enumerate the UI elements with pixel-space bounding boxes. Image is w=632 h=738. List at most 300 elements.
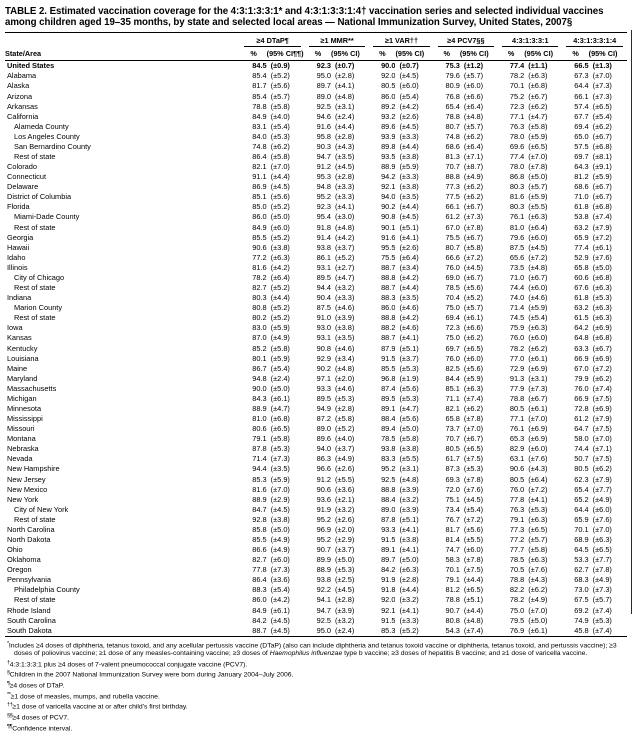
ci-value: (±6.4): [463, 141, 484, 151]
ci-value: (±5.8): [270, 343, 290, 353]
pct-value: 80.7: [445, 121, 460, 131]
ci-value: (±2.4): [335, 625, 355, 635]
ci-value: (±6.7): [528, 91, 548, 101]
pct-value: 76.1: [509, 212, 525, 222]
pct-value: 94.1: [316, 595, 332, 605]
footnote-marker: ††: [7, 702, 13, 709]
pct-value: 74.8: [252, 141, 267, 151]
state-area-label: Louisiana: [7, 353, 39, 363]
ci-value: (±6.0): [463, 545, 484, 555]
ci-value: (±2.0): [335, 524, 355, 534]
footnote-marker: *: [7, 640, 9, 647]
pct-value: 90.6: [509, 464, 525, 474]
table-row: [5, 102, 627, 112]
pct-value: 73.7: [445, 424, 460, 434]
pct-value: 83.3: [381, 454, 396, 464]
table-body: [5, 61, 627, 636]
pct-value: 64.3: [574, 162, 589, 172]
pct-value: 70.5: [509, 565, 525, 575]
ci-value: (±2.6): [399, 111, 419, 121]
ci-value: (±7.2): [592, 232, 612, 242]
pct-value: 75.1: [445, 494, 460, 504]
footnote-text: ≥1 dose of varicella vaccine at or after child's first birthday.: [12, 703, 188, 711]
pct-value: 76.3: [509, 504, 525, 514]
ci-value: (±7.8): [463, 555, 484, 565]
ci-value: (±6.3): [528, 555, 548, 565]
pct-value: 72.8: [574, 403, 589, 413]
ci-value: (±1.2): [463, 61, 484, 71]
ci-value: (±3.7): [335, 444, 355, 454]
ci-value: (±7.4): [592, 605, 612, 615]
ci-value: (±4.5): [270, 182, 290, 192]
pct-value: 84.9: [252, 222, 267, 232]
pct-value: 65.2: [574, 494, 589, 504]
state-area-label: Oklahoma: [7, 555, 41, 565]
ci-value: (±6.2): [528, 343, 548, 353]
table-row: [5, 303, 627, 313]
pct-value: 70.1: [574, 524, 589, 534]
pct-value: 64.5: [574, 545, 589, 555]
pct-value: 78.5: [445, 283, 460, 293]
ci-value: (±3.8): [335, 323, 355, 333]
pct-value: 84.2: [252, 615, 267, 625]
pct-value: 69.3: [445, 474, 460, 484]
ci-value: (±5.8): [463, 242, 484, 252]
pct-value: 92.1: [381, 605, 396, 615]
pct-value: 80.6: [252, 424, 267, 434]
ci-value: (±7.4): [592, 383, 612, 393]
footnote-text: Includes ≥4 doses of diphtheria, tetanus toxoid, and any acellular pertussis vaccine (DTaP) (also can include diphtheria and tetanus toxoid vaccine or diphtheria, tetanus toxoid, and pertussis vaccine); ≥3 doses of poliovirus vaccine; ≥1 dose of any measles-containing vaccine; ≥3 doses of: [8, 642, 617, 658]
pct-value: 89.1: [381, 403, 396, 413]
ci-value: (±4.7): [528, 111, 548, 121]
pct-value: 89.5: [316, 393, 332, 403]
pct-value: 72.3: [509, 101, 525, 111]
pct-value: 82.1: [252, 162, 267, 172]
pct-value: 74.0: [509, 293, 525, 303]
pct-value: 86.9: [252, 182, 267, 192]
ci-value: (±5.2): [335, 424, 355, 434]
ci-value: (±6.0): [592, 504, 612, 514]
ci-value: (±6.3): [528, 212, 548, 222]
pct-value: 81.7: [445, 524, 460, 534]
ci-value: (±6.8): [592, 272, 612, 282]
pct-value: 77.2: [252, 252, 267, 262]
pct-value: 93.9: [381, 131, 396, 141]
pct-value: 81.6: [509, 192, 525, 202]
ci-value: (±5.8): [270, 101, 290, 111]
pct-value: 80.3: [509, 182, 525, 192]
ci-value: (±4.9): [270, 333, 290, 343]
ci-value: (±6.9): [528, 424, 548, 434]
table-row: [5, 495, 627, 505]
pct-value: 73.5: [509, 262, 525, 272]
state-area-label: Rest of state: [14, 514, 56, 524]
ci-value: (±5.2): [270, 283, 290, 293]
ci-value: (±5.6): [399, 414, 419, 424]
pct-value: 96.6: [316, 464, 332, 474]
ci-column-header: (95% CI): [589, 47, 627, 61]
pct-value: 79.6: [509, 232, 525, 242]
pct-value: 95.2: [381, 464, 396, 474]
ci-value: (±3.2): [335, 504, 355, 514]
ci-value: (±4.0): [270, 111, 290, 121]
ci-value: (±5.9): [463, 373, 484, 383]
pct-value: 81.4: [445, 534, 460, 544]
pct-value: 80.1: [252, 353, 267, 363]
ci-value: (±5.7): [463, 303, 484, 313]
ci-value: (±6.7): [592, 343, 612, 353]
ci-value: (±4.4): [463, 575, 484, 585]
pct-value: 74.8: [445, 131, 460, 141]
pct-value: 54.3: [445, 625, 460, 635]
footnote-text-italic: Haemophilus influenzae: [269, 650, 343, 658]
ci-value: (±8.7): [463, 162, 484, 172]
ci-value: (±6.4): [528, 222, 548, 232]
ci-value: (±6.0): [463, 81, 484, 91]
pct-value: 88.2: [381, 323, 396, 333]
pct-value: 95.8: [316, 131, 332, 141]
pct-value: 89.2: [381, 101, 396, 111]
pct-value: 87.8: [381, 514, 396, 524]
ci-value: (±4.8): [335, 91, 355, 101]
ci-value: (±5.3): [335, 393, 355, 403]
ci-value: (±5.2): [270, 232, 290, 242]
table-row: [5, 485, 627, 495]
ci-value: (±6.3): [592, 283, 612, 293]
ci-value: (±5.2): [335, 252, 355, 262]
state-area-label: Maine: [7, 363, 28, 373]
ci-value: (±5.8): [270, 434, 290, 444]
ci-value: (±1.9): [399, 373, 419, 383]
ci-value: (±6.5): [463, 343, 484, 353]
ci-value: (±5.8): [528, 545, 548, 555]
ci-value: (±5.2): [270, 71, 290, 81]
table-row: [5, 162, 627, 172]
pct-value: 70.1: [445, 565, 460, 575]
state-area-label: United States: [7, 61, 55, 71]
ci-value: (±4.6): [335, 343, 355, 353]
pct-value: 75.5: [381, 252, 396, 262]
ci-value: (±7.6): [592, 514, 612, 524]
pct-value: 78.8: [509, 575, 525, 585]
pct-value: 88.8: [381, 272, 396, 282]
ci-value: (±4.5): [463, 494, 484, 504]
ci-value: (±4.9): [463, 172, 484, 182]
pct-value: 87.9: [381, 343, 396, 353]
pct-value: 90.8: [316, 343, 332, 353]
ci-value: (±6.9): [592, 353, 612, 363]
pct-value: 93.8: [316, 575, 332, 585]
table-row: [5, 595, 627, 605]
footnote: [7, 669, 625, 680]
percent-column-header: %: [562, 47, 588, 61]
pct-value: 58.0: [574, 434, 589, 444]
percent-column-header: %: [369, 47, 395, 61]
ci-value: (±7.0): [528, 605, 548, 615]
ci-value: (±5.8): [528, 121, 548, 131]
ci-value: (±6.7): [463, 272, 484, 282]
state-area-label: Rhode Island: [7, 605, 51, 615]
pct-value: 85.3: [252, 474, 267, 484]
ci-value: (±3.4): [399, 262, 419, 272]
ci-value: (±5.4): [399, 91, 419, 101]
ci-value: (±4.5): [528, 242, 548, 252]
pct-value: 72.9: [509, 363, 525, 373]
table-row: [5, 122, 627, 132]
ci-value: (±4.6): [335, 303, 355, 313]
pct-value: 79.1: [509, 514, 525, 524]
table-row: [5, 404, 627, 414]
ci-value: (±6.5): [592, 101, 612, 111]
pct-value: 78.8: [445, 111, 460, 121]
pct-value: 80.7: [445, 242, 460, 252]
ci-value: (±5.3): [592, 615, 612, 625]
pct-value: 88.4: [381, 414, 396, 424]
state-area-label: Illinois: [7, 262, 28, 272]
table-row: [5, 374, 627, 384]
state-area-label: New York: [7, 494, 39, 504]
state-area-label: Arkansas: [7, 101, 38, 111]
table-row: [5, 192, 627, 202]
ci-value: (±4.9): [335, 454, 355, 464]
table-row: [5, 565, 627, 575]
pct-value: 70.4: [445, 293, 460, 303]
ci-value: (±7.2): [463, 514, 484, 524]
group-header-spacer: [5, 32, 240, 47]
pct-value: 83.1: [252, 121, 267, 131]
pct-value: 81.6: [252, 484, 267, 494]
table-row: [5, 585, 627, 595]
ci-value: (±6.4): [463, 101, 484, 111]
pct-value: 87.4: [381, 383, 396, 393]
table-row: [5, 444, 627, 454]
state-area-label: Arizona: [7, 91, 33, 101]
pct-value: 89.0: [316, 91, 332, 101]
pct-value: 77.1: [509, 414, 525, 424]
ci-value: (±9.1): [592, 162, 612, 172]
ci-value: (±5.3): [399, 393, 419, 403]
ci-value: (±5.4): [592, 111, 612, 121]
table-row: [5, 424, 627, 434]
footnote: [7, 701, 625, 712]
ci-value: (±7.5): [592, 393, 612, 403]
percent-column-header: %: [240, 47, 266, 61]
state-area-label: Rest of state: [14, 152, 56, 162]
state-area-label: Philadelphia County: [14, 585, 80, 595]
pct-value: 94.7: [316, 152, 332, 162]
pct-value: 91.4: [316, 232, 332, 242]
ci-value: (±5.2): [270, 313, 290, 323]
pct-value: 82.5: [445, 363, 460, 373]
ci-value: (±5.5): [399, 454, 419, 464]
pct-value: 89.0: [316, 424, 332, 434]
pct-value: 88.9: [252, 403, 267, 413]
state-area-label: Massachusetts: [7, 383, 57, 393]
ci-value: (±6.2): [528, 101, 548, 111]
state-area-label: Mississippi: [7, 414, 43, 424]
state-area-label: Idaho: [7, 252, 26, 262]
ci-value: (±7.4): [463, 393, 484, 403]
pct-value: 89.0: [381, 504, 396, 514]
ci-value: (±4.7): [335, 272, 355, 282]
pct-value: 92.5: [316, 615, 332, 625]
table-title: TABLE 2. Estimated vaccination coverage for the 4:3:1:3:3:1* and 4:3:1:3:3:1:4† vaccination series and selected individual vaccines among children aged 19–35 months, by state and selected local areas — National Immunization Survey, United States, 2007§: [5, 6, 604, 29]
pct-value: 69.6: [509, 141, 525, 151]
ci-value: (±7.6): [592, 252, 612, 262]
pct-value: 91.2: [316, 162, 332, 172]
ci-value: (±5.0): [592, 262, 612, 272]
pct-value: 86.8: [509, 172, 525, 182]
pct-value: 90.2: [381, 202, 396, 212]
ci-value: (±7.0): [528, 414, 548, 424]
pct-value: 84.0: [252, 131, 267, 141]
table-row: [5, 233, 627, 243]
ci-value: (±5.5): [528, 202, 548, 212]
state-area-label: Iowa: [7, 323, 23, 333]
pct-value: 87.0: [252, 333, 267, 343]
table-row: [5, 152, 627, 162]
table-row: [5, 545, 627, 555]
pct-value: 95.2: [316, 192, 332, 202]
ci-value: (±4.4): [399, 585, 419, 595]
ci-value: (±3.1): [528, 373, 548, 383]
footnote: [7, 691, 625, 702]
ci-value: (±6.9): [528, 363, 548, 373]
pct-value: 63.3: [574, 343, 589, 353]
state-area-label: Connecticut: [7, 172, 47, 182]
footnote-marker: **: [7, 691, 11, 698]
ci-value: (±5.5): [463, 534, 484, 544]
pct-value: 77.0: [509, 353, 525, 363]
ci-value: (±4.2): [270, 262, 290, 272]
pct-value: 86.0: [381, 91, 396, 101]
ci-value: (±7.0): [528, 152, 548, 162]
ci-value: (±6.0): [270, 555, 290, 565]
pct-value: 78.2: [509, 343, 525, 353]
pct-value: 69.0: [445, 272, 460, 282]
ci-value: (±6.3): [592, 534, 612, 544]
table-row: [5, 354, 627, 364]
pct-value: 60.6: [574, 272, 589, 282]
pct-value: 94.8: [316, 182, 332, 192]
ci-value: (±5.1): [399, 343, 419, 353]
ci-value: (±7.5): [592, 424, 612, 434]
ci-value: (±5.8): [399, 434, 419, 444]
ci-value: (±4.2): [399, 313, 419, 323]
ci-value: (±5.6): [463, 524, 484, 534]
pct-value: 88.3: [381, 293, 396, 303]
ci-value: (±5.9): [399, 162, 419, 172]
ci-value: (±5.9): [592, 172, 612, 182]
ci-value: (±4.6): [528, 293, 548, 303]
pct-value: 84.2: [381, 565, 396, 575]
ci-value: (±4.6): [335, 383, 355, 393]
pct-value: 92.3: [316, 61, 332, 71]
ci-value: (±5.3): [399, 363, 419, 373]
ci-value: (±4.1): [335, 202, 355, 212]
footnote: [7, 659, 625, 670]
ci-value: (±4.5): [399, 71, 419, 81]
pct-value: 93.8: [316, 242, 332, 252]
pct-value: 67.0: [574, 363, 589, 373]
pct-value: 87.5: [316, 303, 332, 313]
pct-value: 64.2: [574, 323, 589, 333]
ci-value: (±0.7): [335, 61, 355, 71]
footnote-text: ≥4 doses of DTaP.: [9, 682, 65, 690]
pct-value: 81.6: [252, 262, 267, 272]
pct-value: 77.1: [509, 111, 525, 121]
pct-value: 89.6: [381, 121, 396, 131]
ci-value: (±6.3): [528, 514, 548, 524]
pct-value: 78.8: [509, 393, 525, 403]
pct-value: 90.7: [445, 605, 460, 615]
pct-value: 76.3: [509, 121, 525, 131]
percent-column-header: %: [434, 47, 460, 61]
pct-value: 89.7: [381, 555, 396, 565]
pct-value: 95.4: [316, 212, 332, 222]
pct-value: 74.4: [574, 444, 589, 454]
state-area-label: Indiana: [7, 293, 32, 303]
pct-value: 91.5: [381, 534, 396, 544]
state-area-label: Pennsylvania: [7, 575, 51, 585]
ci-value: (±3.3): [399, 172, 419, 182]
table-row: [5, 112, 627, 122]
ci-value: (±4.9): [528, 595, 548, 605]
ci-value: (±2.8): [335, 403, 355, 413]
ci-value: (±6.7): [463, 232, 484, 242]
ci-value: (±7.2): [592, 363, 612, 373]
ci-value: (±6.0): [528, 232, 548, 242]
ci-value: (±4.8): [399, 474, 419, 484]
pct-value: 94.9: [316, 403, 332, 413]
pct-value: 64.4: [574, 81, 589, 91]
ci-value: (±4.4): [270, 293, 290, 303]
pct-value: 76.1: [509, 424, 525, 434]
ci-value: (±7.0): [270, 162, 290, 172]
pct-value: 84.3: [252, 393, 267, 403]
pct-value: 71.0: [509, 272, 525, 282]
pct-value: 63.1: [509, 454, 525, 464]
pct-value: 86.7: [252, 363, 267, 373]
pct-value: 78.8: [445, 595, 460, 605]
ci-value: (±3.9): [335, 313, 355, 323]
pct-value: 76.7: [445, 514, 460, 524]
ci-value: (±3.4): [335, 353, 355, 363]
ci-value: (±3.5): [335, 152, 355, 162]
ci-value: (±6.3): [592, 313, 612, 323]
ci-value: (±6.2): [592, 121, 612, 131]
pct-value: 79.6: [445, 71, 460, 81]
ci-value: (±3.7): [335, 242, 355, 252]
footnote-marker: §: [7, 670, 10, 677]
pct-value: 89.6: [316, 434, 332, 444]
state-area-label: District of Columbia: [7, 192, 72, 202]
ci-value: (±6.0): [528, 333, 548, 343]
pct-value: 90.0: [252, 383, 267, 393]
pct-value: 88.3: [252, 585, 267, 595]
pct-value: 77.3: [445, 182, 460, 192]
pct-value: 91.1: [252, 172, 267, 182]
state-area-label: Alabama: [7, 71, 37, 81]
pct-value: 91.6: [381, 232, 396, 242]
ci-value: (±4.3): [528, 575, 548, 585]
ci-value: (±6.2): [463, 182, 484, 192]
ci-value: (±4.6): [399, 323, 419, 333]
ci-value: (±5.9): [528, 131, 548, 141]
ci-value: (±4.4): [399, 141, 419, 151]
pct-value: 89.5: [316, 272, 332, 282]
pct-value: 61.8: [574, 293, 589, 303]
